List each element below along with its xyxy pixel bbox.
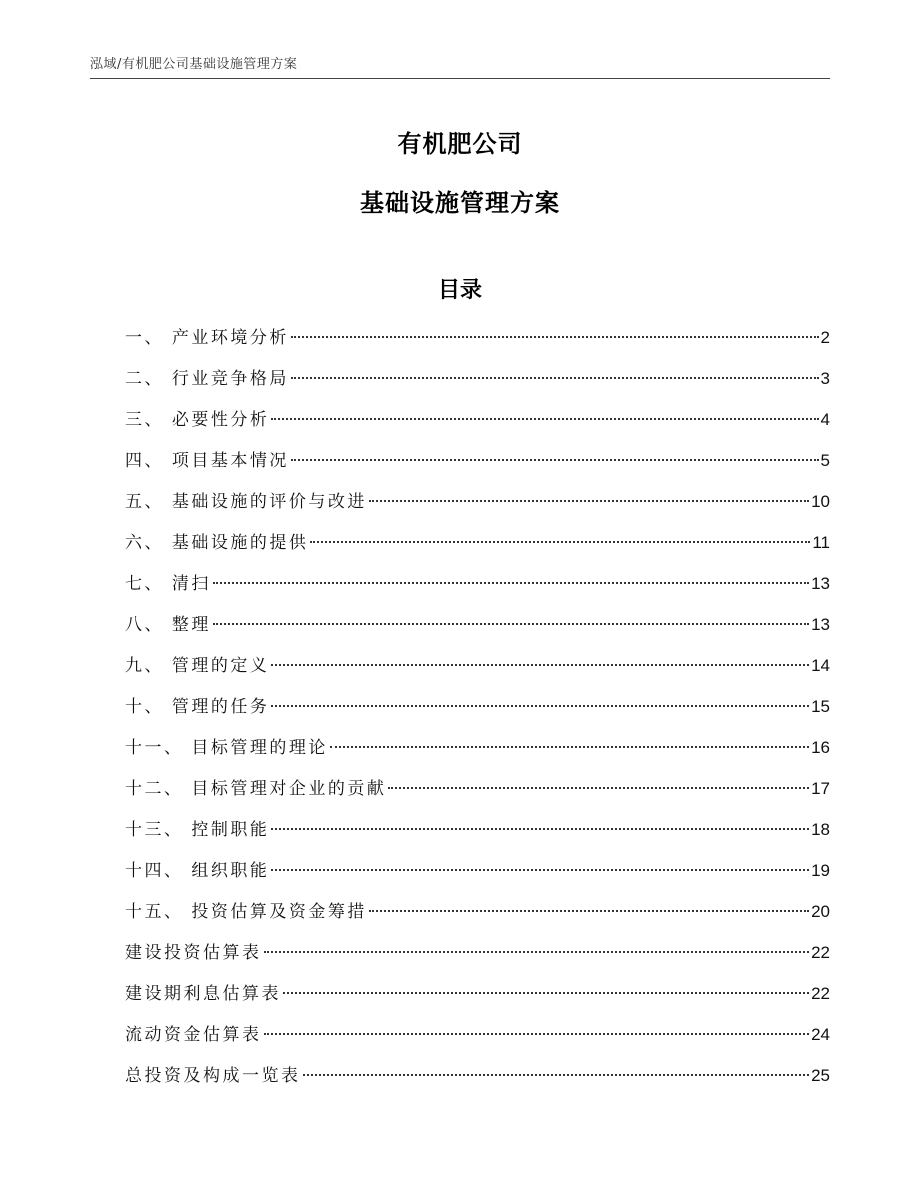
toc-entry-page: 3: [820, 369, 830, 388]
toc-entry[interactable]: [125, 857, 830, 898]
toc-entry-label: 五、 基础设施的评价与改进: [125, 492, 367, 512]
toc-entry[interactable]: [125, 898, 830, 939]
toc-entry-label: 十二、 目标管理对企业的贡献: [125, 779, 387, 799]
toc-dot-leader: [330, 746, 809, 748]
toc-entry[interactable]: [125, 488, 830, 529]
toc-entry-page: 19: [811, 861, 830, 880]
toc-dot-leader: [291, 336, 819, 338]
toc-entry[interactable]: [125, 816, 830, 857]
toc-entry-label: 八、 整理: [125, 615, 211, 635]
toc-entry-page: 15: [811, 697, 830, 716]
toc-entry-page: 22: [811, 943, 830, 962]
document-title-line-2: 基础设施管理方案: [360, 189, 560, 217]
toc-entry-label: 十三、 控制职能: [125, 820, 270, 840]
toc-entry-page: 18: [811, 820, 830, 839]
toc-dot-leader: [264, 951, 810, 953]
toc-dot-leader: [213, 582, 809, 584]
toc-entry-label: 七、 清扫: [125, 574, 211, 594]
toc-entry-page: 24: [811, 1025, 830, 1044]
header-rule: [90, 78, 830, 79]
toc-entry[interactable]: [125, 939, 830, 980]
toc-dot-leader: [291, 377, 819, 379]
toc-entry[interactable]: [125, 652, 830, 693]
toc-entry-label: 流动资金估算表: [125, 1025, 262, 1045]
toc-dot-leader: [271, 828, 809, 830]
toc-entry[interactable]: [125, 980, 830, 1021]
toc-heading: 目录: [437, 278, 482, 303]
toc-dot-leader: [303, 1074, 810, 1076]
toc-entry-page: 25: [811, 1066, 830, 1085]
toc-entry[interactable]: [125, 1062, 830, 1103]
toc-dot-leader: [388, 787, 809, 789]
toc-dot-leader: [271, 705, 809, 707]
toc-entry[interactable]: [125, 570, 830, 611]
toc-dot-leader: [369, 500, 809, 502]
toc-entry-page: 13: [811, 574, 830, 593]
document-title-line-1: 有机肥公司: [397, 130, 523, 158]
toc-entry-page: 10: [811, 492, 830, 511]
running-header: 泓域/有机肥公司基础设施管理方案: [90, 57, 298, 72]
toc-entry-label: 六、 基础设施的提供: [125, 533, 309, 553]
toc-entry-page: 16: [811, 738, 830, 757]
toc-entry-label: 建设投资估算表: [125, 943, 262, 963]
toc-dot-leader: [264, 1033, 810, 1035]
toc-entry-page: 14: [811, 656, 830, 675]
toc-entry-label: 十、 管理的任务: [125, 697, 270, 717]
toc-entry-page: 20: [811, 902, 830, 921]
toc-dot-leader: [271, 869, 809, 871]
toc-entry-label: 建设期利息估算表: [125, 984, 281, 1004]
toc-dot-leader: [291, 459, 819, 461]
toc-entry-label: 十一、 目标管理的理论: [125, 738, 328, 758]
toc-entry-label: 十四、 组织职能: [125, 861, 270, 881]
toc-dot-leader: [213, 623, 809, 625]
toc-entry-page: 5: [820, 451, 830, 470]
toc-entry-page: 2: [820, 328, 830, 347]
toc-dot-leader: [271, 664, 809, 666]
toc-entry-label: 九、 管理的定义: [125, 656, 270, 676]
toc-dot-leader: [369, 910, 809, 912]
toc-entry-page: 22: [811, 984, 830, 1003]
toc-entry[interactable]: [125, 406, 830, 447]
toc-entry[interactable]: [125, 1021, 830, 1062]
toc-entry[interactable]: [125, 447, 830, 488]
toc-entry[interactable]: [125, 529, 830, 570]
toc-dot-leader: [310, 541, 810, 543]
toc-entry-label: 二、 行业竞争格局: [125, 369, 289, 389]
toc-entry-page: 4: [820, 410, 830, 429]
toc-entry-label: 三、 必要性分析: [125, 410, 270, 430]
toc-entry[interactable]: [125, 693, 830, 734]
toc-entry-label: 总投资及构成一览表: [125, 1066, 301, 1086]
table-of-contents: [125, 324, 830, 1103]
toc-dot-leader: [271, 418, 818, 420]
toc-entry-page: 11: [812, 533, 830, 552]
toc-entry-label: 四、 项目基本情况: [125, 451, 289, 471]
toc-entry-label: 一、 产业环境分析: [125, 328, 289, 348]
toc-entry[interactable]: [125, 324, 830, 365]
toc-entry-label: 十五、 投资估算及资金筹措: [125, 902, 367, 922]
toc-entry-page: 17: [811, 779, 830, 798]
toc-entry-page: 13: [811, 615, 830, 634]
toc-entry[interactable]: [125, 734, 830, 775]
toc-dot-leader: [283, 992, 809, 994]
toc-entry[interactable]: [125, 775, 830, 816]
toc-entry[interactable]: [125, 611, 830, 652]
toc-entry[interactable]: [125, 365, 830, 406]
